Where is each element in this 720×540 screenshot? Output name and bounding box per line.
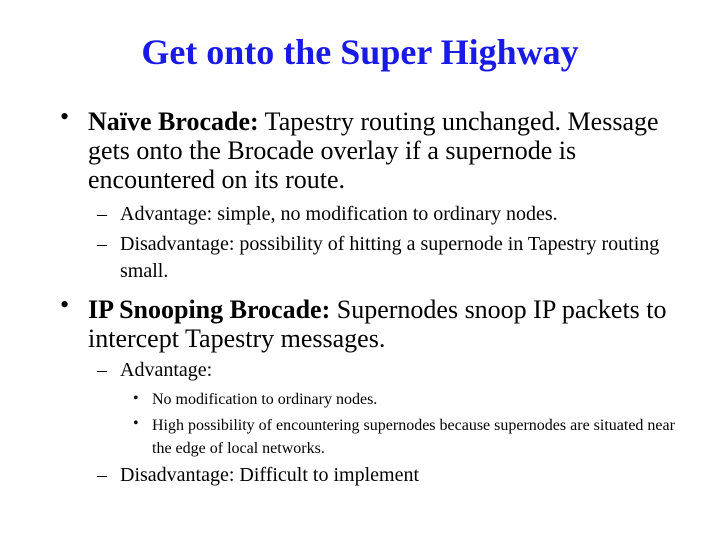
item-2-text (88, 295, 688, 353)
dash-1-2: – (97, 233, 107, 255)
item-1-text (88, 107, 688, 194)
item-2-sub-1-point-1: No modification to ordinary nodes. (152, 391, 378, 408)
dash-1-1: – (97, 203, 107, 225)
sub-bullet-2: • (133, 415, 139, 432)
sub-bullet-1: • (133, 390, 139, 407)
slide-title: Get onto the Super Highway (141, 32, 579, 72)
item-2-sub-2: Disadvantage: Difficult to implement (120, 464, 420, 486)
item-2-sub-1-point-2: High possibility of encountering supernodes because supernodes are situated near the edge of local networks. (152, 417, 675, 457)
item-2-sub-1-label: Advantage: (120, 359, 213, 381)
item-1-sub-1: Advantage: simple, no modification to ordinary nodes. (120, 203, 558, 225)
item-1-bold: Naïve Brocade: (88, 107, 259, 136)
item-2-body: Supernodes snoop IP packets to intercept Tapestry messages. (88, 295, 667, 353)
bullet-2: • (60, 290, 70, 319)
item-1-body: Tapestry routing unchanged. Message gets onto the Brocade overlay if a supernode is encountered on its route. (88, 107, 659, 194)
item-1-sub-2: Disadvantage: possibility of hitting a supernode in Tapestry routing small. (120, 233, 660, 282)
bullet-1: • (60, 102, 70, 131)
dash-2-1: – (97, 359, 107, 381)
dash-2-2: – (97, 464, 107, 486)
item-2-bold: IP Snooping Brocade: (88, 295, 331, 324)
